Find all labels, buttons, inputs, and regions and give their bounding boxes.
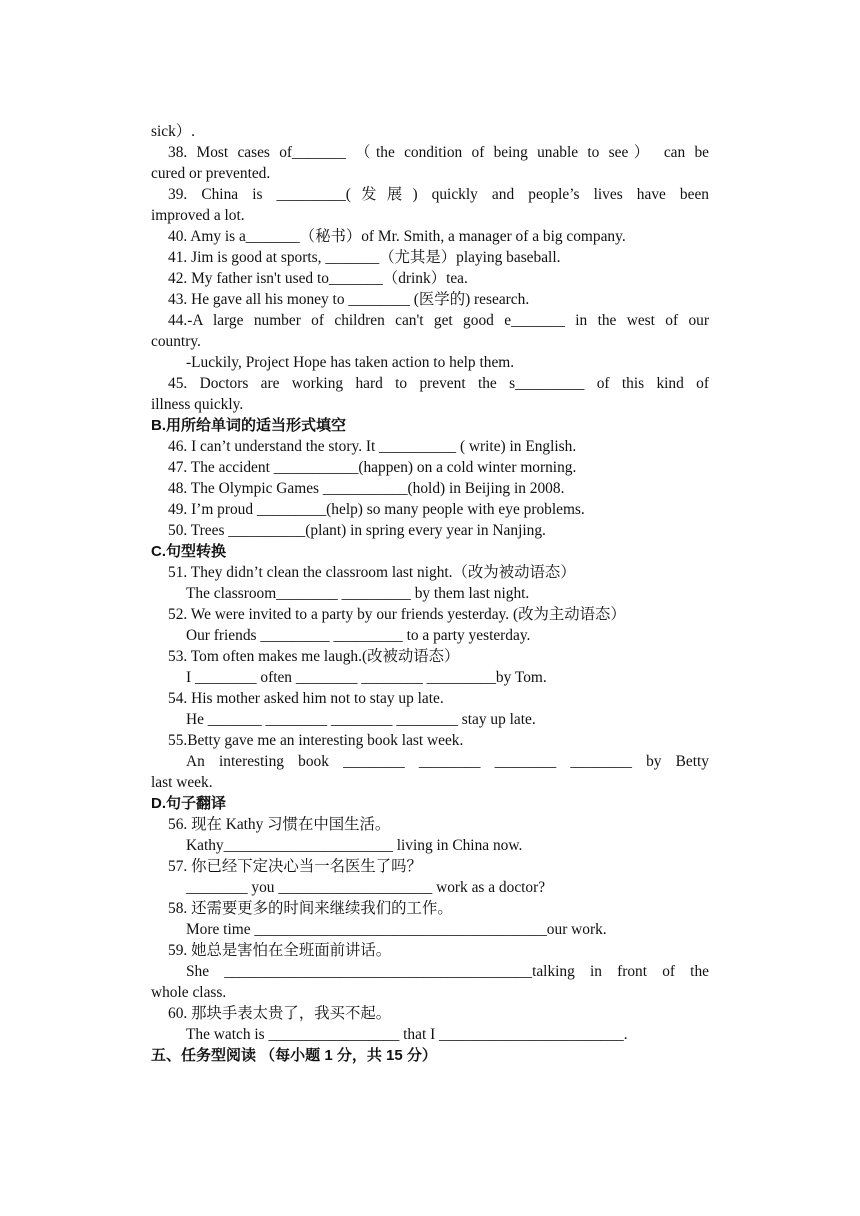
- question-44: 44.-A large number of children can't get good e_______ in the west of our: [168, 312, 709, 329]
- section-b-heading: B.用所给单词的适当形式填空: [151, 417, 347, 434]
- question-54-answer: He _______ ________ ________ ________ stay up late.: [186, 711, 536, 728]
- question-59-answer: She ________________________________________talking in front of the: [186, 963, 709, 980]
- question-45: 45. Doctors are working hard to prevent the s_________ of this kind of: [168, 375, 709, 392]
- question-39: 39. China is _________(发展) quickly and people’s lives have been: [168, 186, 709, 203]
- question-43: 43. He gave all his money to ________ (医学的) research.: [168, 291, 530, 308]
- question-55-answer: An interesting book ________ ________ ________ ________ by Betty: [186, 753, 709, 770]
- question-44-reply: -Luckily, Project Hope has taken action to help them.: [186, 354, 515, 371]
- question-47: 47. The accident ___________(happen) on a cold winter morning.: [168, 459, 577, 476]
- question-51-answer: The classroom________ _________ by them last night.: [186, 585, 530, 602]
- question-42: 42. My father isn't used to_______（drink）tea.: [168, 270, 468, 287]
- question-38-cont: cured or prevented.: [151, 165, 271, 182]
- question-57-answer: ________ you ____________________ work as a doctor?: [186, 879, 546, 896]
- question-40: 40. Amy is a_______（秘书）of Mr. Smith, a manager of a big company.: [168, 228, 626, 245]
- question-60: 60. 那块手表太贵了，我买不起。: [168, 1005, 392, 1022]
- question-60-answer: The watch is _________________ that I ________________________.: [186, 1026, 628, 1043]
- question-39-cont: improved a lot.: [151, 207, 245, 224]
- question-58: 58. 还需要更多的时间来继续我们的工作。: [168, 900, 453, 917]
- question-51: 51. They didn’t clean the classroom last night.（改为被动语态）: [168, 564, 576, 581]
- question-56: 56. 现在 Kathy 习惯在中国生活。: [168, 816, 391, 833]
- question-55: 55.Betty gave me an interesting book last week.: [168, 732, 464, 749]
- text-line: sick）.: [151, 123, 196, 140]
- question-49: 49. I’m proud _________(help) so many people with eye problems.: [168, 501, 585, 518]
- question-38: 38. Most cases of_______ （the condition of being unable to see） can be: [168, 144, 709, 161]
- question-53: 53. Tom often makes me laugh.(改被动语态）: [168, 648, 460, 665]
- section-d-heading: D.句子翻译: [151, 795, 227, 812]
- question-45-cont: illness quickly.: [151, 396, 244, 413]
- question-50: 50. Trees __________(plant) in spring every year in Nanjing.: [168, 522, 546, 539]
- question-56-answer: Kathy______________________ living in China now.: [186, 837, 523, 854]
- question-52: 52. We were invited to a party by our friends yesterday. (改为主动语态）: [168, 606, 626, 623]
- question-57: 57. 你已经下定决心当一名医生了吗？: [168, 858, 422, 875]
- question-58-answer: More time ______________________________________our work.: [186, 921, 607, 938]
- question-41: 41. Jim is good at sports, _______（尤其是）playing baseball.: [168, 249, 561, 266]
- section-c-heading: C.句型转换: [151, 543, 227, 560]
- question-52-answer: Our friends _________ _________ to a party yesterday.: [186, 627, 531, 644]
- question-46: 46. I can’t understand the story. It __________ ( write) in English.: [168, 438, 577, 455]
- question-59-cont: whole class.: [151, 984, 227, 1001]
- question-53-answer: I ________ often ________ ________ _________by Tom.: [186, 669, 547, 686]
- exercise-column: [151, 121, 709, 1066]
- question-59: 59. 她总是害怕在全班面前讲话。: [168, 942, 392, 959]
- question-48: 48. The Olympic Games ___________(hold) in Beijing in 2008.: [168, 480, 565, 497]
- question-54: 54. His mother asked him not to stay up late.: [168, 690, 444, 707]
- question-44-cont: country.: [151, 333, 201, 350]
- section-5-heading: 五、任务型阅读 （每小题 1 分，共 15 分）: [151, 1047, 437, 1064]
- question-55-cont: last week.: [151, 774, 213, 791]
